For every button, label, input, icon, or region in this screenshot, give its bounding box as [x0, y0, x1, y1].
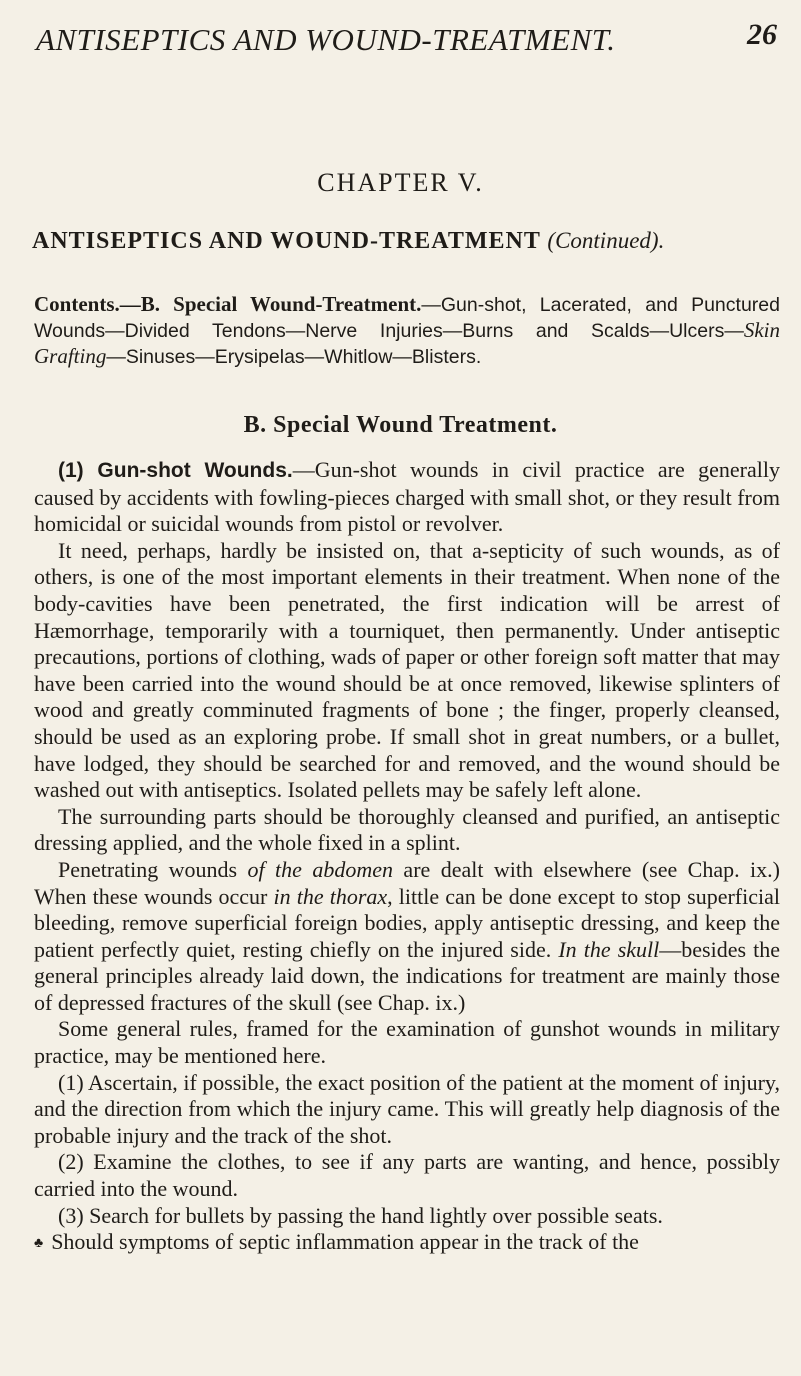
penetrating-text-a: Penetrating wounds	[58, 856, 248, 882]
paragraph-septic	[34, 1229, 780, 1260]
body-text	[34, 457, 780, 1260]
rule-3: (3) Search for bullets by passing the hand lightly over possible seats.	[58, 1202, 663, 1228]
margin-marker: ♣	[34, 1236, 44, 1252]
gunshot-subhead: (1) Gun-shot Wounds.	[58, 459, 293, 482]
paragraph-penetrating	[34, 857, 780, 1017]
penetrating-italic-skull: In the skull	[558, 936, 660, 962]
running-title: ANTISEPTICS AND WOUND-TREATMENT.	[36, 22, 616, 57]
paragraph-asepticity: It need, perhaps, hardly be insisted on, that a-septicity of such wounds, as of others, is one of the most important elements in their treatment. When none of the body-cavities have been penetrated, the first indication will be arrest of Hæmorrhage, temporarily with a tourniquet, then permanently. Under antiseptic precautions, portions of clothing, wads of paper or other foreign soft matter that may have been carried into the wound should be at once removed, likewise splinters of wood and greatly comminuted fragments of bone ; the finger, properly cleansed, should be used as an exploring probe. If small shot in great numbers, or a bullet, have lodged, they should be searched for and removed, and the wound should be washed out with antiseptics. Isolated pellets may be safely left alone.	[34, 537, 780, 803]
contents-lead: Contents.—B. Special Wound-Treatment.	[34, 292, 422, 316]
contents-text-2: —Sinuses—Erysipelas—Whitlow—Blisters.	[106, 346, 482, 368]
rule-1: (1) Ascertain, if possible, the exact position of the patient at the moment of injury, and the direction from which the injury came. This will greatly help diagnosis of the probable injury and the track of the shot.	[34, 1069, 780, 1148]
page-number: 26	[747, 18, 777, 51]
penetrating-text-c: are dealt with elsewhere (see Chap. ix.) When these wounds occur	[34, 856, 780, 909]
rule-2: (2) Examine the clothes, to see if any parts are wanting, and hence, possibly carried into the wound.	[34, 1149, 780, 1202]
penetrating-italic-abdomen: of the abdomen	[247, 856, 393, 882]
chapter-number: CHAPTER V.	[317, 168, 484, 197]
paragraph-general-rules: Some general rules, framed for the examination of gunshot wounds in military practice, may be mentioned here.	[34, 1016, 780, 1069]
penetrating-italic-thorax: in the thorax	[273, 883, 388, 909]
running-head	[36, 14, 777, 70]
section-heading: B. Special Wound Treatment.	[243, 412, 558, 438]
chapter-continued: (Continued).	[547, 228, 665, 253]
contents-italic: Skin Grafting	[34, 318, 780, 368]
penetrating-text-e: , little can be done except to stop superficial bleeding, remove superficial foreign bodies, apply antiseptic dressing, and keep the patient perfectly quiet, resting chiefly on the injured side.	[34, 883, 780, 962]
contents-text-1: —Gun-shot, Lacerated, and Punctured Wounds—Divided Tendons—Nerve Injuries—Burns and Scalds—Ulcers—	[34, 294, 780, 342]
chapter-contents	[34, 292, 780, 370]
chapter-title-text: ANTISEPTICS AND WOUND-TREATMENT	[32, 228, 541, 254]
chapter-title	[32, 228, 792, 255]
penetrating-text-g: —besides the general principles already laid down, the indications for treatment are mainly those of depressed fractures of the skull (see Chap. ix.)	[34, 936, 780, 1015]
paragraph-gunshot	[34, 457, 780, 538]
paragraph-surrounding: The surrounding parts should be thoroughly cleansed and purified, an antiseptic dressing applied, and the whole fixed in a splint.	[34, 803, 780, 856]
gunshot-text: —Gun-shot wounds in civil practice are generally caused by accidents with fowling-pieces charged with small shot, or they result from homicidal or suicidal wounds from pistol or revolver.	[34, 457, 780, 537]
septic-text: Should symptoms of septic inflammation appear in the track of the	[51, 1229, 639, 1255]
